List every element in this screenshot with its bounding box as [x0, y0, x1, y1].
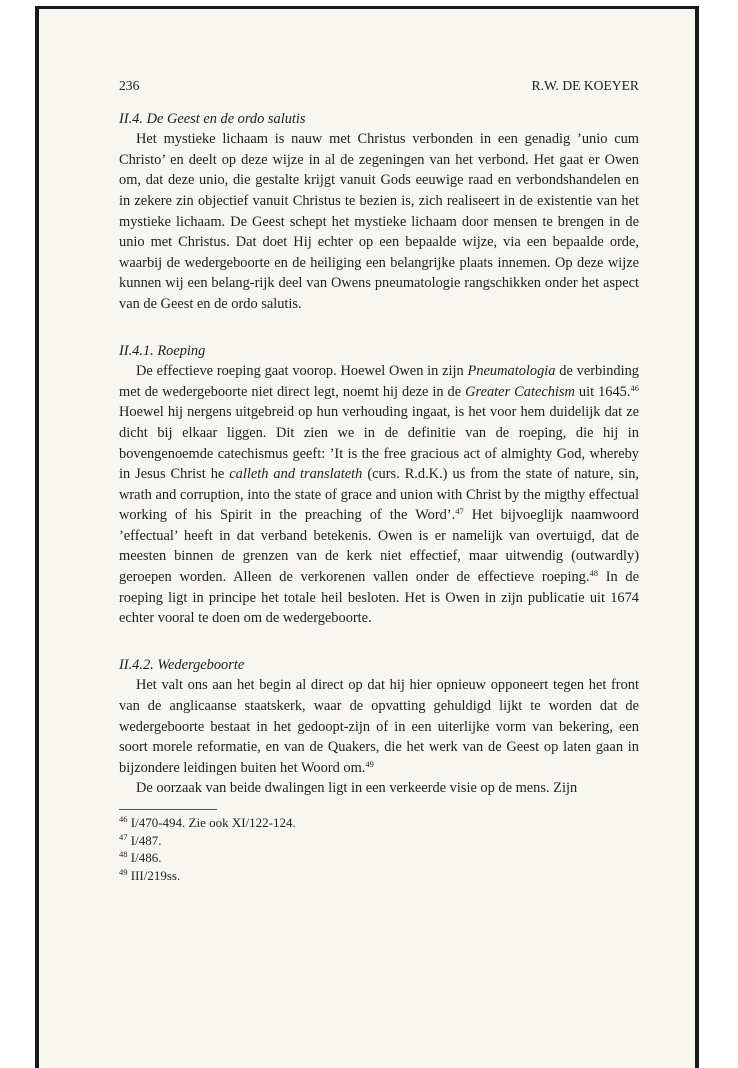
footnote — [119, 867, 639, 885]
footnote — [119, 814, 639, 832]
text-run: De effectieve roeping gaat voorop. Hoewel Owen in zijn — [136, 363, 468, 380]
text-run: De oorzaak van beide dwalingen ligt in een verkeerde visie op de mens. Zijn — [136, 780, 578, 797]
footnote-ref: 47 — [455, 506, 464, 517]
text-run: de verbinding met de wedergeboorte niet direct legt, noemt hij deze in de — [119, 363, 639, 400]
footnote-ref: 46 — [630, 382, 639, 393]
article-content — [119, 109, 639, 799]
footnote-text: I/470-494. Zie ook XI/122-124. — [127, 815, 296, 830]
text-run: Het valt ons aan het begin al direct op dat hij hier opnieuw opponeert tegen het front van de anglicaanse staatskerk, waar de opvatting gehuldigd lijkt te worden dat de wedergeboorte bestaat in het gedoopt-zijn of in een uiterlijke vorm van bekering, een soort morele reformatie, en van de Quakers, die het werk van de Geest op laten gaan in bijzondere leidingen buiten het Woord om. — [119, 677, 639, 776]
footnote-number: 46 — [119, 814, 128, 824]
footnote-list — [119, 814, 639, 884]
footnote-text: I/486. — [127, 850, 162, 865]
footnotes — [119, 809, 639, 884]
footnote-text: I/487. — [127, 832, 162, 848]
running-title: R.W. DE KOEYER — [531, 78, 639, 93]
text-run: uit 1645. — [574, 383, 631, 400]
running-header — [119, 76, 639, 97]
text-run: In de roeping ligt in principe het totale heil besloten. Het is Owen in zijn publicatie uit 1674 echter vooral te doen om de wedergeboorte. — [119, 569, 640, 627]
section — [119, 109, 639, 315]
footnote-ref: 49 — [365, 758, 374, 769]
footnote — [119, 849, 639, 867]
paragraph — [119, 129, 639, 314]
footnote-number: 49 — [119, 866, 128, 877]
paragraph — [119, 675, 639, 778]
page-body — [119, 62, 639, 884]
footnote-text: III/219ss. — [127, 867, 181, 883]
footnote-ref: 48 — [589, 568, 598, 579]
section-heading: II.4.1. Roeping — [119, 342, 206, 359]
section-heading: II.4. De Geest en de ordo salutis — [119, 110, 306, 127]
footnote-number: 47 — [119, 831, 128, 842]
text-run: (curs. R.d.K.) us from the state of nature, sin, wrath and corruption, into the state of grace and union with Christ by the migthy effectual working of his Spirit in the preaching of the Word’. — [119, 466, 639, 524]
footnote-rule — [119, 809, 217, 810]
section — [119, 655, 639, 799]
footnote — [119, 832, 639, 850]
section-heading: II.4.2. Wedergeboorte — [119, 656, 245, 673]
page-number: 236 — [119, 78, 140, 93]
paragraph — [119, 361, 639, 629]
italic-text: Pneumatologia — [467, 363, 556, 380]
paragraph — [119, 778, 639, 799]
footnote-number: 48 — [119, 849, 128, 859]
italic-text: calleth and translateth — [229, 466, 363, 483]
text-run: Het bijvoeglijk naamwoord ’effectual’ heeft in dat verband betekenis. Owen is er namelijk van overtuigd, dat de meesten binnen de grenzen van de kerk niet effectief, maar uitwendig (outwardly) geroepen worden. Alleen de verkorenen vallen onder de effectieve roeping. — [119, 507, 639, 586]
section — [119, 341, 639, 629]
italic-text: Greater Catechism — [465, 383, 575, 400]
text-run: Hoewel hij nergens uitgebreid op hun verhouding ingaat, is het voor hem duidelijk dat ze dicht bij elkaar liggen. Dit zien we in de definitie van de roeping, die hij in bovengenoemde catechismus geeft: ’It is the free gracious act of almighty God, whereby in Jesus Christ he — [119, 404, 639, 483]
text-run: Het mystieke lichaam is nauw met Christus verbonden in een genadig ’unio cum Christo’ en deelt op deze wijze in al de zegeningen van het verbond. Het gaat er Owen om, dat deze unio, die gestalte krijgt vanuit Gods eeuwige raad en verbondshandelen en in zekere zin objectief vanuit Christus te bezien is, zich realiseert in de existentie van het mystieke lichaam. De Geest schept het mystieke lichaam door mensen te brengen in de unio met Christus. Dat doet Hij echter op een bepaalde wijze, via een bepaalde orde, waarbij de wedergeboorte en de heiliging een belangrijke plaats innemen. Op deze wijze kunnen wij een belang-rijk deel van Owens pneumatologie rangschikken onder het aspect van de Geest en de ordo salutis. — [119, 131, 639, 312]
